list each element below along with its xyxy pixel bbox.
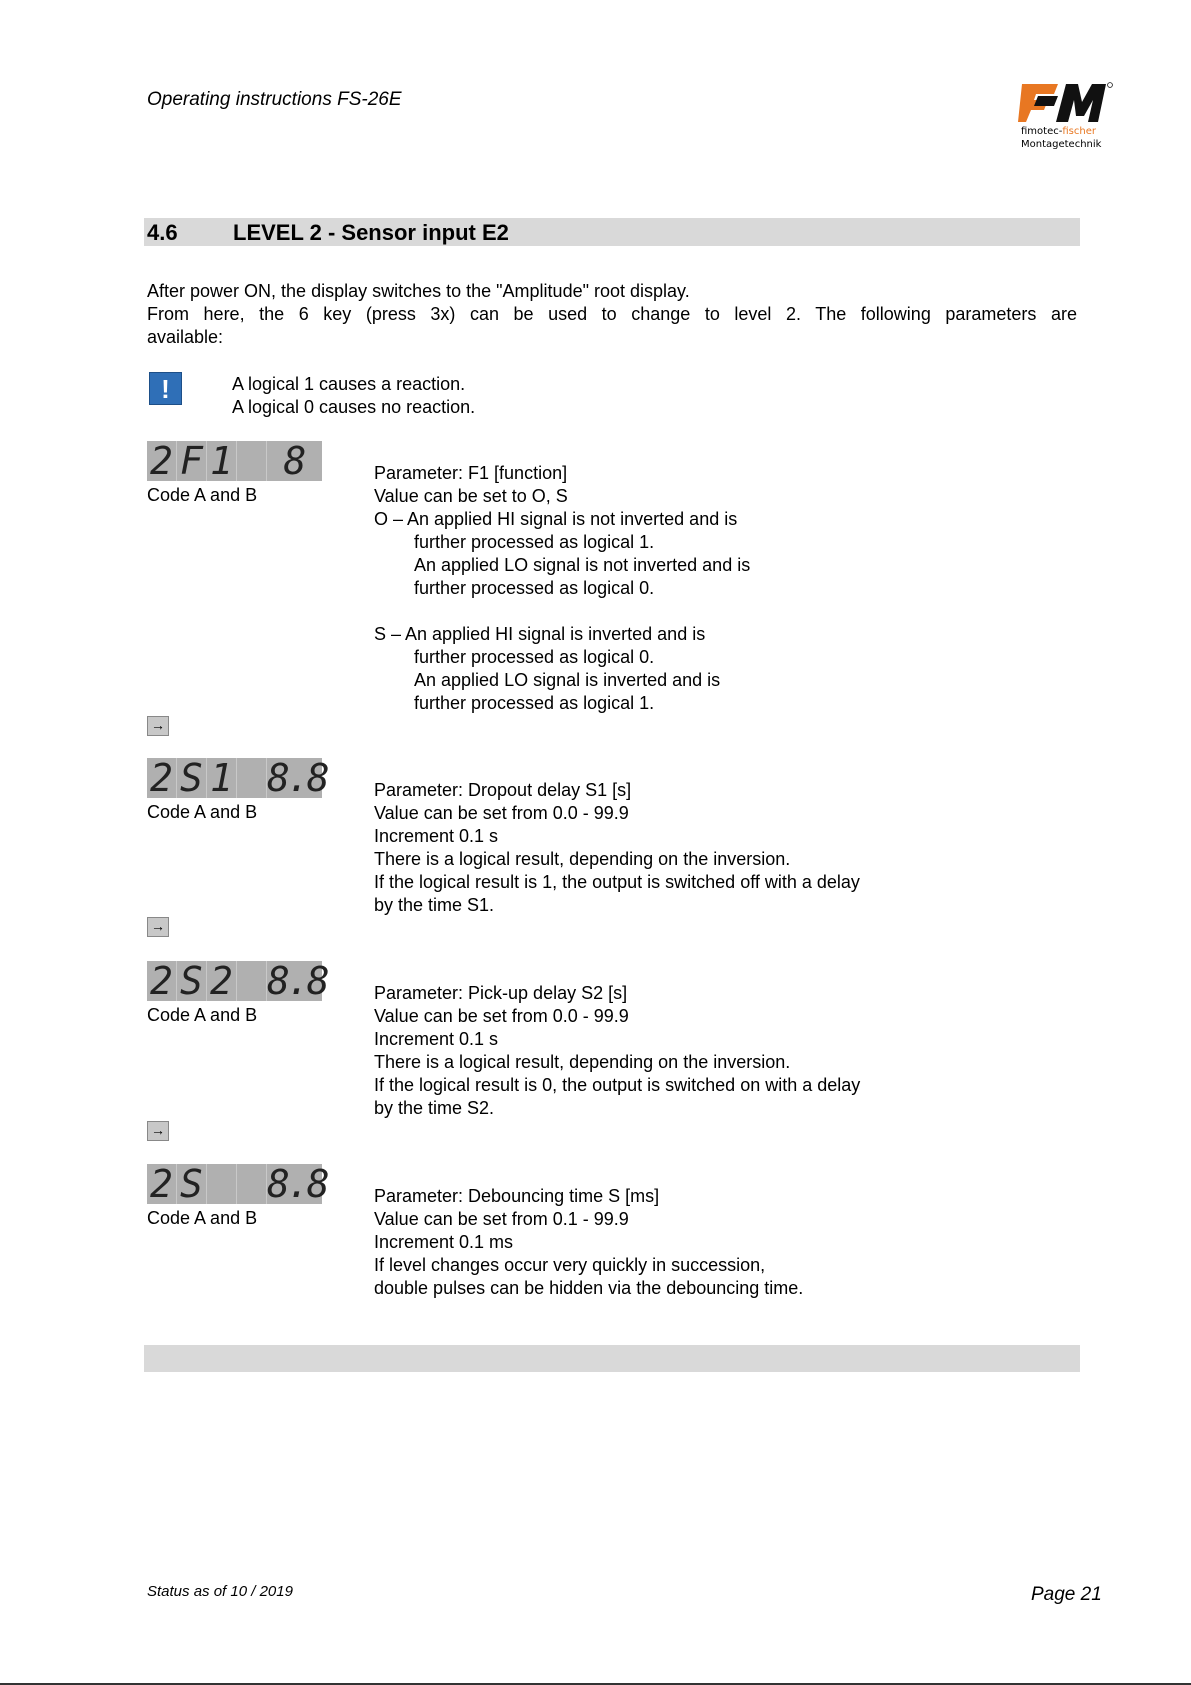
desc-line: If level changes occur very quickly in succession, bbox=[374, 1255, 766, 1275]
next-key-arrow-icon: → bbox=[147, 917, 169, 937]
desc-line: An applied LO signal is not inverted and is bbox=[414, 555, 751, 575]
desc-line: There is a logical result, depending on the inversion. bbox=[374, 849, 791, 869]
section-title: LEVEL 2 - Sensor input E2 bbox=[233, 220, 509, 245]
desc-spacer bbox=[374, 600, 750, 623]
lcd-digit: 8.8 bbox=[267, 959, 327, 1003]
lcd-digit: 8.8 bbox=[267, 1162, 327, 1206]
lcd-digit: 8.8 bbox=[267, 756, 327, 800]
lcd-digit: 2 bbox=[147, 441, 177, 481]
next-key-arrow-icon: → bbox=[147, 716, 169, 736]
desc-line: double pulses can be hidden via the debouncing time. bbox=[374, 1278, 804, 1298]
lcd-display-s2 bbox=[147, 959, 327, 1003]
param-s-description bbox=[374, 1185, 803, 1300]
param-s2-description bbox=[374, 982, 860, 1120]
lcd-digit bbox=[237, 961, 267, 1001]
logo-text-montagetechnik: Montagetechnik bbox=[1021, 139, 1102, 150]
desc-line: Increment 0.1 s bbox=[374, 826, 499, 846]
section-end-bar bbox=[144, 1345, 1080, 1372]
desc-line: Parameter: Debouncing time S [ms] bbox=[374, 1186, 660, 1206]
lcd-digit: 8 bbox=[283, 439, 304, 483]
lcd-digit: F bbox=[177, 441, 207, 481]
fm-logo-mark-icon bbox=[1018, 82, 1114, 124]
lcd-digit: S bbox=[177, 961, 207, 1001]
logo-text-fimotec: fimotec- bbox=[1021, 126, 1063, 137]
desc-line: Increment 0.1 ms bbox=[374, 1232, 514, 1252]
section-heading-bar bbox=[144, 218, 1080, 246]
desc-line: Parameter: F1 [function] bbox=[374, 463, 568, 483]
lcd-digit: 2 bbox=[147, 758, 177, 798]
note-line-1: A logical 1 causes a reaction. bbox=[232, 374, 466, 394]
lcd-digit: 2 bbox=[147, 961, 177, 1001]
lcd-digit: S bbox=[177, 1164, 207, 1204]
desc-line: Parameter: Pick-up delay S2 [s] bbox=[374, 983, 628, 1003]
lcd-digit bbox=[237, 441, 267, 481]
footer-page-number: Page 21 bbox=[1031, 1584, 1102, 1605]
desc-line: further processed as logical 0. bbox=[414, 647, 655, 667]
lcd-display-f1 bbox=[147, 441, 322, 481]
desc-line: Value can be set from 0.1 - 99.9 bbox=[374, 1209, 629, 1229]
next-key-arrow-icon: → bbox=[147, 1121, 169, 1141]
lcd-digit bbox=[207, 1164, 237, 1204]
lcd-display-s1 bbox=[147, 756, 327, 800]
lcd-digit: 2 bbox=[207, 961, 237, 1001]
desc-line: An applied LO signal is inverted and is bbox=[414, 670, 721, 690]
lcd-digit: 1 bbox=[207, 441, 237, 481]
desc-line: Value can be set to O, S bbox=[374, 486, 568, 506]
param-s1-description bbox=[374, 779, 860, 917]
lcd-digit: S bbox=[177, 758, 207, 798]
document-header-title: Operating instructions FS-26E bbox=[147, 89, 402, 110]
intro-line-1: After power ON, the display switches to the "Amplitude" root display. bbox=[147, 281, 690, 301]
desc-line: Value can be set from 0.0 - 99.9 bbox=[374, 803, 629, 823]
code-label: Code A and B bbox=[147, 1005, 258, 1025]
intro-line-2: From here, the 6 key (press 3x) can be used to change to level 2. The following parameters are bbox=[147, 304, 1077, 324]
desc-line: If the logical result is 0, the output is switched on with a delay bbox=[374, 1075, 861, 1095]
intro-line-3: available: bbox=[147, 327, 224, 347]
lcd-digit bbox=[237, 758, 267, 798]
lcd-digit bbox=[237, 1164, 267, 1204]
exclamation-icon: ! bbox=[149, 372, 182, 405]
desc-line: further processed as logical 1. bbox=[414, 693, 655, 713]
lcd-digit: 2 bbox=[147, 1164, 177, 1204]
desc-line: S – An applied HI signal is inverted and is bbox=[374, 624, 706, 644]
desc-line: Increment 0.1 s bbox=[374, 1029, 499, 1049]
desc-line: O – An applied HI signal is not inverted and is bbox=[374, 509, 738, 529]
note-line-2: A logical 0 causes no reaction. bbox=[232, 397, 476, 417]
desc-line: further processed as logical 1. bbox=[414, 532, 655, 552]
desc-line: If the logical result is 1, the output is switched off with a delay bbox=[374, 872, 860, 892]
desc-line: by the time S1. bbox=[374, 895, 495, 915]
desc-line: further processed as logical 0. bbox=[414, 578, 655, 598]
desc-line: Parameter: Dropout delay S1 [s] bbox=[374, 780, 632, 800]
company-logo bbox=[1018, 82, 1114, 154]
code-label: Code A and B bbox=[147, 485, 258, 505]
logo-text-fischer: fischer bbox=[1062, 126, 1096, 137]
desc-line: There is a logical result, depending on the inversion. bbox=[374, 1052, 791, 1072]
desc-line: Value can be set from 0.0 - 99.9 bbox=[374, 1006, 629, 1026]
lcd-digit: 1 bbox=[207, 758, 237, 798]
lcd-display-s bbox=[147, 1162, 327, 1206]
desc-line: by the time S2. bbox=[374, 1098, 495, 1118]
code-label: Code A and B bbox=[147, 802, 258, 822]
section-number: 4.6 bbox=[147, 220, 178, 245]
footer-status: Status as of 10 / 2019 bbox=[147, 1583, 293, 1600]
param-f1-description bbox=[374, 462, 750, 715]
code-label: Code A and B bbox=[147, 1208, 258, 1228]
